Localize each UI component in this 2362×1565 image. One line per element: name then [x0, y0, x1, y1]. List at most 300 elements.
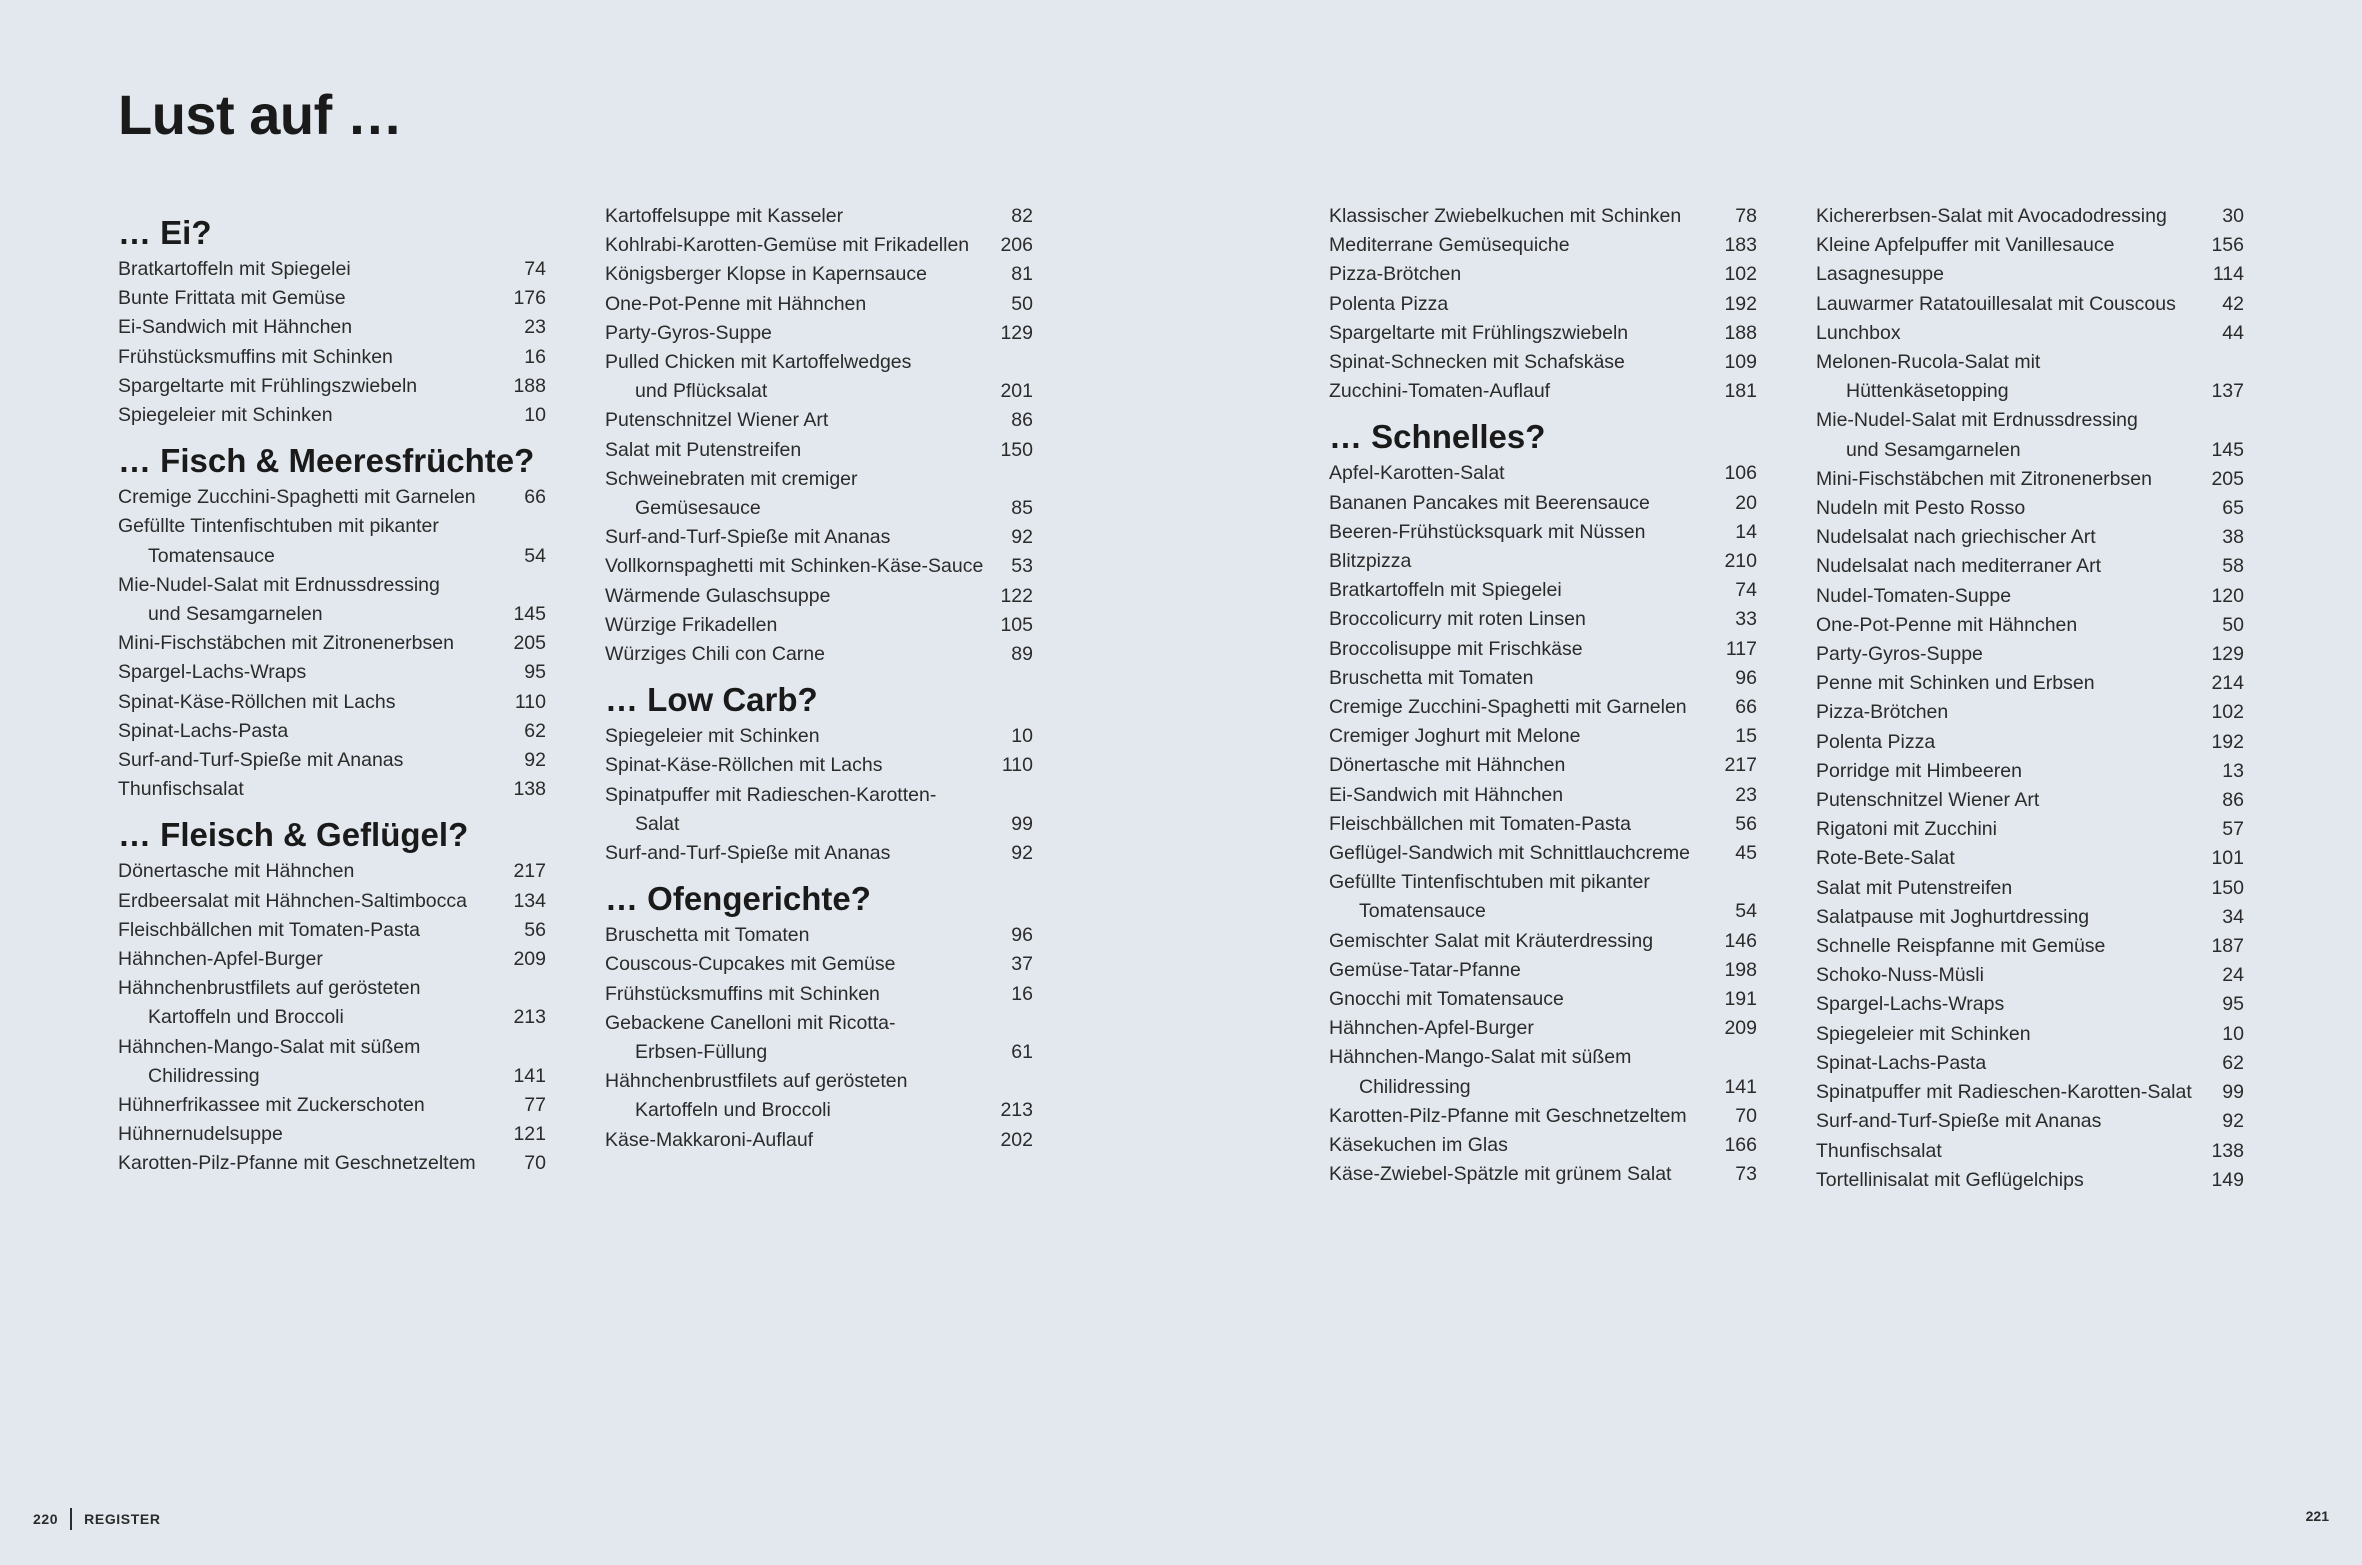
page-reference: 156: [2211, 234, 2244, 257]
index-entry: [1816, 1107, 2244, 1136]
index-entry: [605, 552, 1033, 581]
recipe-name-line: Putenschnitzel Wiener Art: [1816, 789, 2040, 812]
index-entry: [118, 658, 546, 687]
recipe-name: [1329, 1043, 1643, 1101]
recipe-name-line: Pizza-Brötchen: [1816, 701, 1949, 724]
index-entry: [1329, 1131, 1757, 1160]
recipe-name-line: Tortellinisalat mit Geflügelchips: [1816, 1168, 2084, 1191]
index-entry: [1816, 815, 2244, 844]
recipe-name-line: Gemischter Salat mit Kräuterdressing: [1329, 929, 1654, 952]
recipe-name-line: Cremige Zucchini-Spaghetti mit Garnelen: [118, 486, 476, 509]
page-reference: 145: [2211, 438, 2244, 461]
index-entry: [1329, 605, 1757, 634]
recipe-name-line: Schweinebraten mit cremiger: [605, 467, 858, 490]
recipe-name-line: Surf-and-Turf-Spieße mit Ananas: [1816, 1110, 2102, 1133]
index-entry: [1816, 260, 2244, 289]
recipe-name: [605, 582, 842, 611]
page-reference: 101: [2211, 847, 2244, 870]
page-reference: 120: [2211, 584, 2244, 607]
recipe-name: [605, 290, 878, 319]
recipe-name-line: Bratkartoffeln mit Spiegelei: [118, 258, 351, 280]
recipe-name: [118, 255, 363, 284]
page-reference: 20: [1735, 491, 1757, 514]
index-entry: [1329, 202, 1757, 231]
recipe-name-line: Schoko-Nuss-Müsli: [1816, 964, 1984, 987]
index-entry: [118, 401, 546, 430]
recipe-name-line: Erdbeersalat mit Hähnchen-Saltimbocca: [118, 889, 468, 912]
page-reference: 24: [2222, 964, 2244, 987]
index-entry: [1816, 552, 2244, 581]
recipe-name-line: Broccolisuppe mit Frischkäse: [1329, 637, 1583, 660]
recipe-name-line: Surf-and-Turf-Spieße mit Ananas: [605, 842, 891, 865]
page-reference: 15: [1735, 725, 1757, 748]
page-reference: 13: [2222, 759, 2244, 782]
recipe-name-continuation: Chilidressing: [1359, 1075, 1471, 1098]
recipe-name: [1816, 990, 2016, 1019]
index-entry: [1816, 786, 2244, 815]
index-entry: [605, 582, 1033, 611]
recipe-name: [1816, 465, 2164, 494]
page-reference: 58: [2222, 555, 2244, 578]
recipe-name-line: Königsberger Klopse in Kapernsauce: [605, 263, 927, 286]
recipe-name: [605, 839, 902, 868]
recipe-name-line: Spinat-Käse-Röllchen mit Lachs: [118, 690, 396, 713]
page-reference: 150: [2211, 876, 2244, 899]
index-entry: [118, 916, 546, 945]
page-reference: 50: [1011, 292, 1033, 315]
recipe-name-line: Hähnchenbrustfilets auf gerösteten: [605, 1070, 908, 1093]
recipe-name-line: Mie-Nudel-Salat mit Erdnussdressing: [1816, 409, 2138, 432]
page-reference: 191: [1724, 988, 1757, 1011]
page-reference: 38: [2222, 526, 2244, 549]
page-reference: 188: [513, 374, 546, 397]
recipe-name: [1329, 547, 1423, 576]
recipe-name-line: Nudelsalat nach mediterraner Art: [1816, 555, 2102, 578]
recipe-name-line: Surf-and-Turf-Spieße mit Ananas: [118, 749, 404, 772]
recipe-name-line: Karotten-Pilz-Pfanne mit Geschnetzeltem: [118, 1152, 476, 1175]
index-entry: [118, 571, 546, 629]
page-reference: 138: [2211, 1139, 2244, 1162]
index-entry: [1816, 932, 2244, 961]
recipe-name-line: Käsekuchen im Glas: [1329, 1134, 1508, 1157]
index-entry: [118, 1091, 546, 1120]
recipe-name-continuation: Kartoffeln und Broccoli: [635, 1099, 831, 1122]
index-entry: [1816, 728, 2244, 757]
page-reference: 10: [524, 404, 546, 427]
recipe-name: [1816, 961, 1996, 990]
recipe-name-line: Mie-Nudel-Salat mit Erdnussdressing: [118, 573, 440, 596]
recipe-name: [1816, 698, 1960, 727]
recipe-name: [1329, 956, 1533, 985]
recipe-name: [118, 1091, 437, 1120]
page-reference: 99: [1011, 812, 1033, 835]
recipe-name: [605, 436, 813, 465]
index-entry: [1329, 459, 1757, 488]
recipe-name: [1329, 290, 1460, 319]
recipe-name-line: Lasagnesuppe: [1816, 263, 1944, 286]
recipe-name: [118, 775, 256, 804]
recipe-name: [118, 512, 451, 570]
index-entry: [118, 372, 546, 401]
recipe-name: [1329, 722, 1592, 751]
index-entry: [605, 202, 1033, 231]
recipe-name-line: Salatpause mit Joghurtdressing: [1816, 905, 2090, 928]
index-entry: [605, 260, 1033, 289]
index-entry: [1816, 990, 2244, 1019]
recipe-name-line: Dönertasche mit Hähnchen: [1329, 754, 1566, 777]
page-reference: 134: [513, 889, 546, 912]
recipe-name: [1816, 260, 1956, 289]
page-reference: 73: [1735, 1163, 1757, 1186]
index-entry: [1329, 635, 1757, 664]
recipe-name: [605, 640, 837, 669]
recipe-name-line: Würzige Frikadellen: [605, 613, 778, 636]
recipe-name: [118, 658, 318, 687]
page-reference: 62: [2222, 1051, 2244, 1074]
page-reference: 96: [1011, 924, 1033, 947]
index-entry: [1329, 1102, 1757, 1131]
recipe-name: [118, 401, 345, 430]
page-reference: 198: [1724, 958, 1757, 981]
page-reference: 23: [1735, 783, 1757, 806]
recipe-name-line: Polenta Pizza: [1816, 730, 1936, 753]
recipe-name: [1816, 844, 1967, 873]
page-reference: 110: [1001, 754, 1033, 777]
recipe-name-line: Zucchini-Tomaten-Auflauf: [1329, 380, 1551, 403]
page-reference: 181: [1724, 380, 1757, 403]
index-entry: [1816, 348, 2244, 406]
recipe-name: [1816, 290, 2188, 319]
page-reference: 50: [2222, 613, 2244, 636]
footer-left: [33, 1508, 161, 1530]
index-entry: [118, 887, 546, 916]
index-entry: [1816, 903, 2244, 932]
index-entry: [1329, 693, 1757, 722]
recipe-name-line: Hähnchenbrustfilets auf gerösteten: [118, 977, 421, 1000]
index-entry: [605, 611, 1033, 640]
index-entry: [605, 980, 1033, 1009]
index-entry: [1816, 523, 2244, 552]
recipe-name-continuation: Kartoffeln und Broccoli: [148, 1006, 344, 1029]
page-reference: 166: [1724, 1134, 1757, 1157]
index-entry: [1816, 319, 2244, 348]
recipe-name: [605, 1126, 825, 1155]
index-entry: [118, 284, 546, 313]
page-reference: 92: [1011, 842, 1033, 865]
recipe-name: [118, 343, 405, 372]
recipe-name-line: Gefüllte Tintenfischtuben mit pikanter: [1329, 871, 1650, 894]
page-reference: 209: [1724, 1017, 1757, 1040]
recipe-name: [1816, 406, 2150, 464]
recipe-name-line: Pulled Chicken mit Kartoffelwedges: [605, 351, 912, 374]
page-reference: 54: [524, 544, 546, 567]
recipe-name-line: Gemüse-Tatar-Pfanne: [1329, 958, 1521, 981]
page-reference: 33: [1735, 608, 1757, 631]
recipe-name: [1329, 576, 1574, 605]
recipe-name: [1816, 640, 1995, 669]
index-entry: [605, 722, 1033, 751]
page-reference: 99: [2222, 1081, 2244, 1104]
recipe-name: [1329, 751, 1577, 780]
index-entry: [1816, 757, 2244, 786]
recipe-name-line: Hähnchen-Mango-Salat mit süßem: [1329, 1046, 1632, 1069]
index-entry: [605, 921, 1033, 950]
page-reference: 85: [1011, 497, 1033, 520]
page-reference: 141: [1724, 1075, 1757, 1098]
index-entry: [118, 857, 546, 886]
recipe-name: [1816, 319, 1913, 348]
recipe-name-line: Ei-Sandwich mit Hähnchen: [118, 316, 353, 339]
index-entry: [1329, 518, 1757, 547]
recipe-name: [1329, 348, 1637, 377]
recipe-name-line: Spargeltarte mit Frühlingszwiebeln: [1329, 321, 1629, 344]
recipe-name-line: Cremige Zucchini-Spaghetti mit Garnelen: [1329, 696, 1687, 719]
recipe-name: [1329, 459, 1517, 488]
recipe-name-line: Kleine Apfelpuffer mit Vanillesauce: [1816, 234, 2115, 257]
recipe-name-continuation: und Sesamgarnelen: [148, 603, 323, 626]
recipe-name-line: Porridge mit Himbeeren: [1816, 759, 2022, 782]
recipe-name: [118, 571, 452, 629]
page-reference: 77: [524, 1094, 546, 1117]
recipe-name: [605, 231, 981, 260]
recipe-name-line: Lunchbox: [1816, 321, 1901, 344]
recipe-name-line: Spinat-Schnecken mit Schafskäse: [1329, 351, 1625, 374]
recipe-name: [1329, 664, 1545, 693]
index-entry: [1329, 810, 1757, 839]
page-reference: 86: [2222, 789, 2244, 812]
page-reference: 95: [524, 661, 546, 684]
recipe-name: [1816, 786, 2051, 815]
page-reference: 213: [1000, 1099, 1033, 1122]
recipe-name: [605, 465, 870, 523]
recipe-name-line: Lauwarmer Ratatouillesalat mit Couscous: [1816, 292, 2176, 315]
index-entry: [118, 945, 546, 974]
index-entry: [1816, 290, 2244, 319]
index-entry: [1816, 874, 2244, 903]
page-reference: 187: [2211, 935, 2244, 958]
recipe-name-line: Hühnernudelsuppe: [118, 1123, 283, 1146]
recipe-name: [118, 887, 479, 916]
page-reference: 138: [513, 778, 546, 801]
recipe-name-line: Kohlrabi-Karotten-Gemüse mit Frikadellen: [605, 234, 970, 257]
recipe-name: [1816, 494, 2037, 523]
index-entry: [118, 688, 546, 717]
page-reference: 96: [1735, 666, 1757, 689]
index-entry: [1329, 751, 1757, 780]
page-reference: 129: [1000, 321, 1033, 344]
recipe-name-continuation: Salat: [635, 812, 680, 835]
index-entry: [1329, 956, 1757, 985]
recipe-name-line: Hühnerfrikassee mit Zuckerschoten: [118, 1094, 425, 1117]
recipe-name: [1329, 605, 1598, 634]
recipe-name: [1329, 781, 1575, 810]
recipe-name-line: Penne mit Schinken und Erbsen: [1816, 672, 2095, 695]
page-reference: 146: [1724, 929, 1757, 952]
index-entry: [1329, 868, 1757, 926]
index-entry: [118, 746, 546, 775]
recipe-name: [605, 1067, 919, 1125]
index-entry: [118, 512, 546, 570]
recipe-name: [1816, 1078, 2204, 1107]
recipe-name: [1329, 319, 1640, 348]
recipe-name: [118, 916, 432, 945]
index-entry: [605, 950, 1033, 979]
recipe-name: [118, 313, 364, 342]
index-entry: [1816, 1137, 2244, 1166]
recipe-name: [1329, 1102, 1699, 1131]
index-entry: [118, 717, 546, 746]
recipe-name: [1816, 1166, 2096, 1195]
page-reference: 16: [524, 345, 546, 368]
recipe-name-line: Bunte Frittata mit Gemüse: [118, 287, 346, 310]
page-reference: 61: [1011, 1041, 1033, 1064]
page-reference: 176: [513, 287, 546, 310]
section-heading: … Fleisch & Geflügel?: [118, 816, 469, 854]
recipe-name-line: Bananen Pancakes mit Beerensauce: [1329, 491, 1650, 514]
recipe-name-line: Surf-and-Turf-Spieße mit Ananas: [605, 526, 891, 549]
section-heading: … Ofengerichte?: [605, 880, 871, 918]
recipe-name: [1816, 552, 2113, 581]
recipe-name-line: Fleischbällchen mit Tomaten-Pasta: [1329, 812, 1632, 835]
recipe-name: [605, 950, 907, 979]
index-entry: [605, 406, 1033, 435]
page-reference: 74: [1735, 579, 1757, 602]
recipe-name: [1329, 1160, 1683, 1189]
recipe-name: [1816, 231, 2126, 260]
recipe-name: [605, 202, 855, 231]
page-reference: 114: [2212, 263, 2244, 286]
recipe-name: [1329, 635, 1595, 664]
page-reference: 95: [2222, 993, 2244, 1016]
index-entry: [605, 523, 1033, 552]
recipe-name-line: Hähnchen-Apfel-Burger: [1329, 1017, 1534, 1040]
page-reference: 53: [1011, 555, 1033, 578]
page-reference: 44: [2222, 321, 2244, 344]
index-entry: [1329, 927, 1757, 956]
section-heading: … Ei?: [118, 214, 212, 251]
recipe-name-line: Gnocchi mit Tomatensauce: [1329, 988, 1564, 1011]
page-reference: 188: [1724, 321, 1757, 344]
index-entry: [1329, 489, 1757, 518]
recipe-name: [605, 552, 995, 581]
recipe-name: [1816, 582, 2023, 611]
recipe-name-line: Melonen-Rucola-Salat mit: [1816, 351, 2041, 374]
index-entry: [1816, 640, 2244, 669]
recipe-name-line: Klassischer Zwiebelkuchen mit Schinken: [1329, 205, 1682, 227]
recipe-name: [1329, 1131, 1520, 1160]
recipe-name-continuation: Gemüsesauce: [635, 497, 761, 520]
recipe-name: [1816, 1020, 2043, 1049]
index-entry: [1329, 319, 1757, 348]
recipe-name-line: Gebackene Canelloni mit Ricotta-: [605, 1011, 896, 1034]
recipe-name: [118, 1149, 488, 1178]
recipe-name: [118, 974, 432, 1032]
recipe-name: [1329, 1014, 1546, 1043]
index-entry: [1816, 1166, 2244, 1195]
recipe-name-line: Nudel-Tomaten-Suppe: [1816, 584, 2012, 607]
index-entry: [1329, 260, 1757, 289]
recipe-name-continuation: Erbsen-Füllung: [635, 1041, 768, 1064]
index-entry: [118, 775, 546, 804]
index-entry: [1329, 348, 1757, 377]
recipe-name: [1329, 693, 1699, 722]
recipe-name: [1816, 669, 2107, 698]
page-reference: 110: [514, 690, 546, 713]
recipe-name: [118, 284, 358, 313]
page-reference: 102: [2211, 701, 2244, 724]
page-reference: 105: [1000, 613, 1033, 636]
page-reference: 201: [1000, 380, 1033, 403]
index-entry: [1329, 839, 1757, 868]
page-reference: 54: [1735, 900, 1757, 923]
index-entry: [605, 436, 1033, 465]
page-reference: 102: [1724, 263, 1757, 286]
section-heading: … Fisch & Meeresfrüchte?: [118, 442, 535, 480]
recipe-name: [1329, 202, 1693, 231]
recipe-name: [118, 945, 335, 974]
recipe-name: [605, 611, 789, 640]
recipe-name-line: Mini-Fischstäbchen mit Zitronenerbsen: [1816, 467, 2152, 490]
recipe-name: [1329, 839, 1702, 868]
recipe-name: [1816, 611, 2089, 640]
recipe-name: [605, 781, 948, 839]
page-reference: 66: [524, 486, 546, 509]
recipe-name-line: Party-Gyros-Suppe: [1816, 643, 1983, 666]
recipe-name: [1816, 903, 2101, 932]
recipe-name: [1329, 868, 1662, 926]
index-entry: [1329, 722, 1757, 751]
page-reference: 16: [1011, 982, 1033, 1005]
recipe-name-line: Gefüllte Tintenfischtuben mit pikanter: [118, 515, 439, 538]
page-reference: 37: [1011, 953, 1033, 976]
index-entry: [118, 1149, 546, 1178]
page-reference: 202: [1000, 1128, 1033, 1151]
recipe-name: [1816, 202, 2179, 231]
recipe-name: [118, 483, 488, 512]
index-entry: [1329, 781, 1757, 810]
recipe-name: [605, 348, 923, 406]
recipe-name: [118, 372, 429, 401]
page-reference: 213: [513, 1006, 546, 1029]
recipe-name: [118, 746, 415, 775]
page-reference: 206: [1000, 234, 1033, 257]
recipe-name: [1816, 728, 1947, 757]
index-entry: [1329, 290, 1757, 319]
page-reference: 78: [1735, 205, 1757, 227]
recipe-name-line: One-Pot-Penne mit Hähnchen: [605, 292, 867, 315]
index-entry: [1329, 1014, 1757, 1043]
recipe-name-continuation: und Pflücksalat: [635, 380, 768, 403]
index-entry: [605, 751, 1033, 780]
section-label: REGISTER: [84, 1511, 161, 1527]
recipe-name-line: Bratkartoffeln mit Spiegelei: [1329, 579, 1562, 602]
recipe-name: [605, 406, 840, 435]
recipe-name: [1816, 874, 2024, 903]
footer-divider: [70, 1508, 72, 1530]
page-reference: 141: [513, 1064, 546, 1087]
recipe-name: [1816, 757, 2034, 786]
index-entry: [1816, 611, 2244, 640]
recipe-name-line: Hähnchen-Apfel-Burger: [118, 948, 323, 971]
recipe-name-line: Kichererbsen-Salat mit Avocadodressing: [1816, 205, 2167, 227]
recipe-name: [605, 921, 821, 950]
recipe-name-continuation: Hüttenkäsetopping: [1846, 380, 2009, 403]
recipe-name-line: Vollkornspaghetti mit Schinken-Käse-Sauce: [605, 555, 984, 578]
recipe-name-line: Geflügel-Sandwich mit Schnittlauchcreme: [1329, 842, 1690, 865]
index-entry: [1816, 1078, 2244, 1107]
page-reference: 70: [524, 1152, 546, 1175]
index-column-4: [1816, 202, 2244, 1195]
